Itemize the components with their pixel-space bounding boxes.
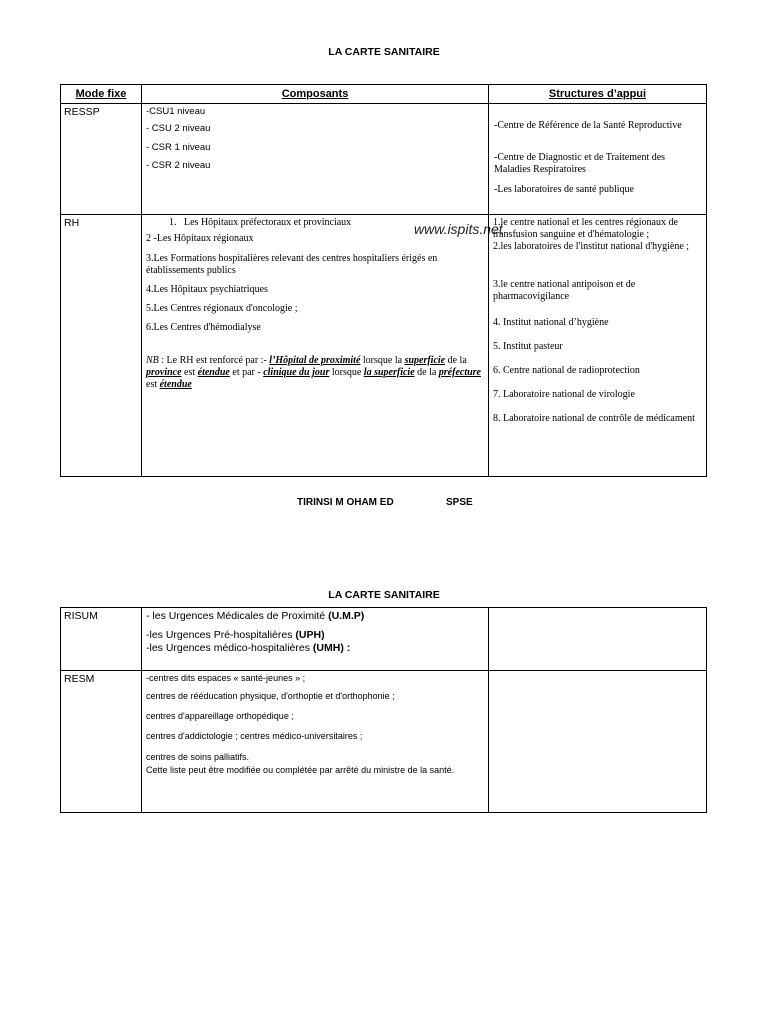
table-row-ressp — [61, 104, 707, 215]
ressp-struct-item: -Centre de Diagnostic et de Traitement des Maladies Respiratoires — [494, 152, 666, 175]
page2-title: LA CARTE SANITAIRE — [328, 589, 440, 601]
resm-item: centres de soins palliatifs. — [146, 752, 250, 762]
carte-sanitaire-table — [60, 84, 707, 477]
rh-struct-item: 8. Laboratoire national de contrôle de médicament — [493, 413, 695, 424]
rh-struct-item: 1.le centre national et les centres régionaux de transfusion sanguine et d'hématologie ; — [493, 217, 678, 240]
resm-structures-cell — [489, 671, 707, 813]
risum-composants-cell — [142, 608, 489, 671]
rh-struct-item: 4. Institut national d’hygiène — [493, 317, 609, 328]
header-mode-fixe: Mode fixe — [61, 85, 142, 104]
resm-item: centres de rééducation physique, d'orthoptie et d'orthophonie ; — [146, 691, 395, 701]
rh-item1-text: Les Hôpitaux préfectoraux et provinciaux — [184, 217, 352, 228]
nb-text: lorsque — [329, 367, 364, 378]
nb-term: l’Hôpital de proximité — [269, 355, 361, 366]
page-title: LA CARTE SANITAIRE — [328, 46, 440, 58]
nb-term: la superficie — [363, 367, 415, 378]
header-composants: Composants — [142, 85, 489, 104]
resm-item: centres d'addictologie ; centres médico-universitaires ; — [146, 731, 363, 741]
table-row-risum — [61, 608, 707, 671]
risum-text: - les Urgences Médicales de Proximité — [146, 610, 329, 622]
resm-note: Cette liste peut être modifiée ou complétée par arrêté du ministre de la santé. — [146, 765, 455, 775]
rh-comp-item: 4.Les Hôpitaux psychiatriques — [146, 284, 268, 295]
nb-text: lorsque la — [360, 355, 405, 366]
rh-comp-item-1 — [169, 217, 351, 229]
risum-text: -les Urgences médico-hospitalières — [146, 642, 313, 654]
rh-struct-item: 3.le centre national antipoison et de pharmacovigilance — [493, 279, 636, 302]
risum-abbr: (U.M.P) — [328, 610, 365, 622]
rh-structures-cell — [489, 215, 707, 477]
ressp-comp-item: - CSR 2 niveau — [146, 160, 211, 171]
risum-abbr: (UPH) — [295, 629, 325, 641]
ressp-struct-item: -Les laboratoires de santé publique — [494, 184, 634, 195]
risum-item — [146, 629, 325, 641]
row-label-ressp: RESSP — [61, 104, 142, 215]
nb-label: NB — [146, 355, 159, 366]
nb-term: superficie — [404, 355, 446, 366]
risum-item — [146, 642, 350, 654]
resm-item: -centres dits espaces « santé-jeunes » ; — [146, 673, 306, 683]
rh-struct-item: 6. Centre national de radioprotection — [493, 365, 640, 376]
watermark-url: www.ispits.net — [414, 221, 503, 237]
rh-nb-note — [146, 355, 482, 391]
risum-structures-cell — [489, 608, 707, 671]
carte-sanitaire-table-2 — [60, 607, 707, 813]
header-structures-appui: Structures d’appui — [489, 85, 707, 104]
table-row-rh — [61, 215, 707, 477]
ressp-comp-item: -CSU1 niveau — [146, 106, 206, 117]
rh-comp-item: 2 -Les Hôpitaux régionaux — [146, 233, 254, 244]
rh-comp-item: 3.Les Formations hospitalières relevant des centres hospitaliers érigés en établissements publics — [146, 253, 438, 276]
row-label-risum: RISUM — [61, 608, 142, 671]
nb-text: : Le RH est renforcé par :- — [158, 355, 270, 366]
nb-text: de la — [445, 355, 467, 366]
table-header-row — [61, 85, 707, 104]
row-label-resm: RESM — [61, 671, 142, 813]
nb-text: est — [146, 379, 160, 390]
rh-item1-number: 1. — [169, 217, 177, 228]
nb-term: province — [146, 367, 182, 378]
footer-author: TIRINSI M OHAM ED — [297, 497, 394, 508]
rh-comp-item: 5.Les Centres régionaux d'oncologie ; — [146, 303, 298, 314]
footer-org: SPSE — [446, 497, 473, 508]
nb-term: clinique du jour — [263, 367, 330, 378]
ressp-structures-cell — [489, 104, 707, 215]
nb-text: et par - — [229, 367, 264, 378]
risum-item — [146, 610, 364, 622]
rh-struct-item: 5. Institut pasteur — [493, 341, 563, 352]
nb-term: préfecture — [438, 367, 481, 378]
ressp-composants-cell — [142, 104, 489, 215]
nb-text: est — [181, 367, 198, 378]
ressp-comp-item: - CSU 2 niveau — [146, 123, 211, 134]
resm-item: centres d'appareillage orthopédique ; — [146, 711, 294, 721]
rh-comp-item: 6.Les Centres d'hémodialyse — [146, 322, 261, 333]
risum-text: -les Urgences Pré-hospitalières — [146, 629, 296, 641]
rh-composants-cell — [142, 215, 503, 477]
row-label-rh: RH — [61, 215, 142, 477]
resm-composants-cell — [142, 671, 489, 813]
nb-term: étendue — [159, 379, 192, 390]
table-row-resm — [61, 671, 707, 813]
ressp-struct-item: -Centre de Référence de la Santé Reproductive — [494, 120, 682, 131]
ressp-comp-item: - CSR 1 niveau — [146, 142, 211, 153]
rh-struct-item: 2.les laboratoires de l'institut national d'hygiène ; — [493, 241, 690, 252]
nb-text: de la — [414, 367, 439, 378]
risum-abbr: (UMH) : — [312, 642, 351, 654]
nb-term: étendue — [197, 367, 230, 378]
rh-struct-item: 7. Laboratoire national de virologie — [493, 389, 635, 400]
